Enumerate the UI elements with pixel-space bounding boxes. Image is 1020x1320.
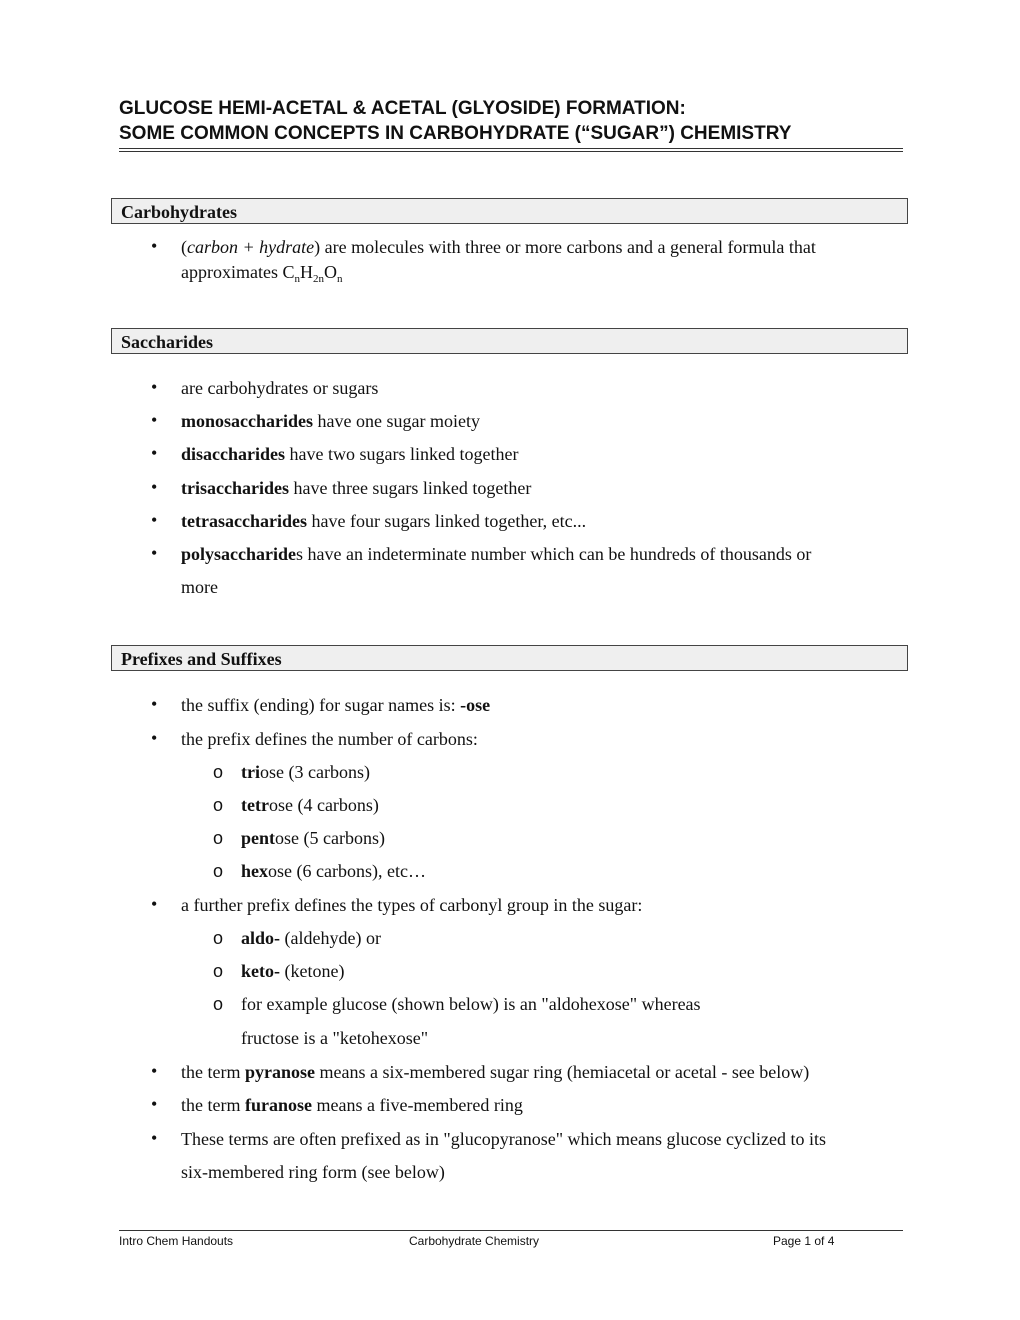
item-text: are carbohydrates or sugars [181,378,379,398]
bullet: • [151,1094,158,1114]
sub-list-item [241,927,381,949]
bullet: • [151,1128,158,1148]
list-item: These terms are often prefixed as in "glucopyranose" which means glucose cyclized to its [181,1129,826,1149]
list-item: a further prefix defines the types of carbonyl group in the sugar: [181,895,643,915]
list-item [181,477,531,499]
item-term: trisaccharides [181,478,289,498]
footer-left: Intro Chem Handouts [119,1234,234,1248]
title-rule-top [119,148,903,149]
item-term: tri [241,762,260,782]
bullet: • [151,236,158,256]
item-text: means a six-membered sugar ring (hemiacetal or acetal - see below) [315,1062,810,1082]
bullet: • [151,694,158,714]
section-title: Saccharides [121,332,213,352]
formula-o: O [324,262,337,282]
item-term: furanose [244,1095,312,1115]
general-formula [282,262,343,285]
item-term: -ose [460,695,491,715]
item-term: tetr [241,795,269,815]
item-text: have two sugars linked together [285,444,519,464]
list-item [181,443,518,465]
list-item [181,510,586,532]
sub-list-item [241,860,426,882]
section-title: Carbohydrates [121,202,237,222]
sub-list-item: for example glucose (shown below) is an "aldohexose" whereas [241,994,701,1014]
item-text: the term [181,1095,245,1115]
item-term: pyranose [244,1062,315,1082]
formula-c-subscript: n [294,273,300,285]
item-text: means a five-membered ring [311,1095,523,1115]
item-text: ose (3 carbons) [259,762,370,782]
sub-bullet: o [213,928,224,948]
sub-list-item [241,761,370,783]
item-text: the term [181,1062,245,1082]
list-item [181,543,811,565]
sub-bullet: o [213,762,224,782]
footer-center: Carbohydrate Chemistry [409,1234,540,1248]
bullet: • [151,728,158,748]
page-number: Page 1 of 4 [773,1234,835,1248]
title-rule-bottom [119,151,903,152]
sub-list-item-continuation: fructose is a "ketohexose" [241,1028,429,1048]
item-term: polysaccharide [181,544,296,564]
item-text: (ketone) [280,961,345,981]
bullet: • [151,894,158,914]
bullet: • [151,1061,158,1081]
item-text: s have an indeterminate number which can be hundreds of thousands or [296,544,812,564]
list-item [181,694,490,716]
formula-o-subscript: n [337,273,343,285]
bullet: • [151,377,158,397]
bullet: • [151,443,158,463]
item-text: have one sugar moiety [313,411,480,431]
list-item: the prefix defines the number of carbons: [181,729,478,749]
title-line-1: GLUCOSE HEMI-ACETAL & ACETAL (GLYOSIDE) FORMATION: [119,98,686,119]
sub-bullet: o [213,994,224,1014]
carbohydrate-definition-line1 [181,236,816,258]
item-term: pent [241,828,276,848]
carbohydrate-definition-line2 [181,261,343,283]
item-term: hex [241,861,268,881]
item-term: keto- [241,961,280,981]
item-text: (aldehyde) or [280,928,381,948]
bullet: • [151,510,158,530]
item-term: disaccharides [181,444,286,464]
carbon-hydrate-term: carbon + hydrate [187,237,315,257]
sub-bullet: o [213,795,224,815]
formula-h: H [300,262,313,282]
sub-bullet: o [213,861,224,881]
definition-text: approximates [181,262,283,282]
title-line-2: SOME COMMON CONCEPTS IN CARBOHYDRATE (“SUGAR”) CHEMISTRY [119,123,792,144]
item-text: have four sugars linked together, etc... [306,511,587,531]
item-term: monosaccharides [181,411,313,431]
list-item [181,1061,809,1083]
list-item [181,377,378,399]
sub-list-item [241,794,379,816]
sub-list-item [241,960,344,982]
section-header-prefixes-suffixes [111,645,908,671]
section-title: Prefixes and Suffixes [121,649,282,669]
item-text: the suffix (ending) for sugar names is: [181,695,461,715]
definition-text: ) are molecules with three or more carbons and a general formula that [314,237,816,257]
document-title [119,96,903,146]
item-text: ose (5 carbons) [275,828,385,848]
sub-bullet: o [213,961,224,981]
item-text: have three sugars linked together [288,478,532,498]
paren: ( [181,237,187,257]
item-term: tetrasaccharides [181,511,307,531]
bullet: • [151,410,158,430]
list-item-continuation: six-membered ring form (see below) [181,1162,445,1182]
footer-rule [119,1230,903,1231]
list-item [181,1094,523,1116]
bullet: • [151,477,158,497]
list-item-continuation: more [181,577,218,597]
item-term: aldo- [241,928,281,948]
formula-c: C [282,262,295,282]
item-text: ose (6 carbons), etc… [268,861,426,881]
formula-h-subscript: 2n [313,273,324,285]
sub-list-item [241,827,385,849]
bullet: • [151,543,158,563]
sub-bullet: o [213,828,224,848]
section-header-saccharides [111,328,908,354]
list-item [181,410,480,432]
section-header-carbohydrates [111,198,908,224]
item-text: ose (4 carbons) [268,795,379,815]
